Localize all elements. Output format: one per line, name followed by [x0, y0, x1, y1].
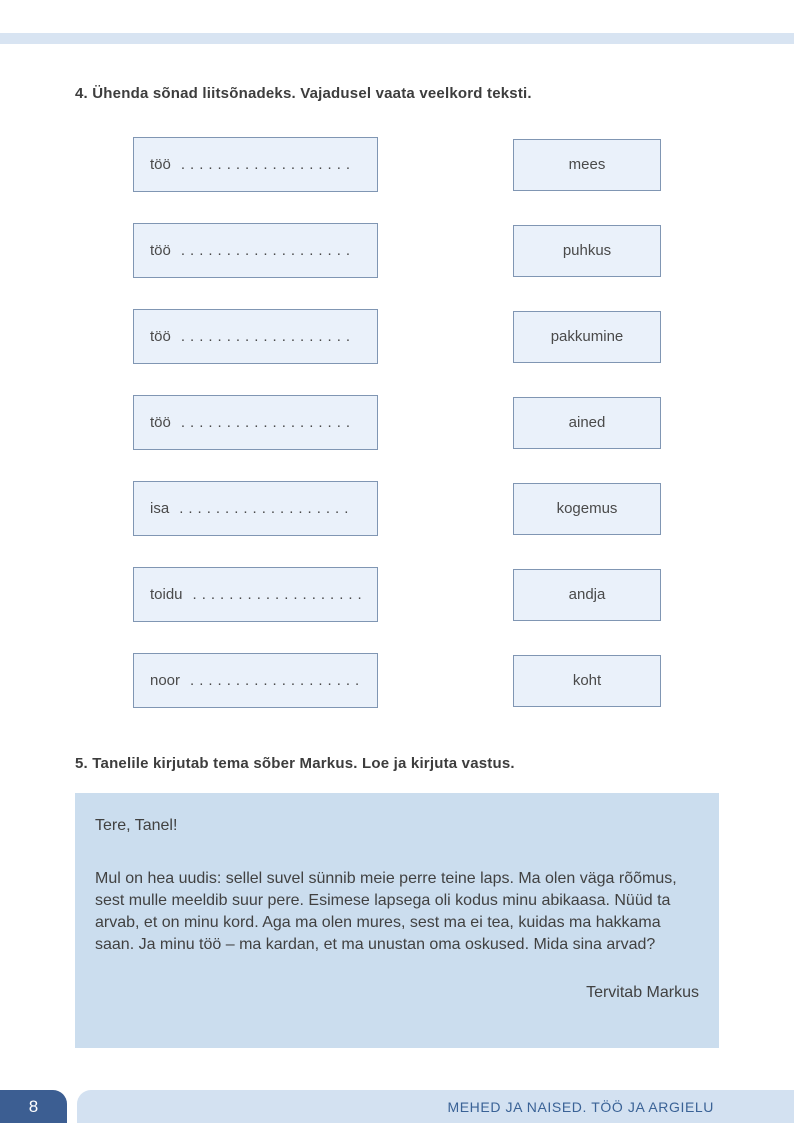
answer-dotted-line: ...................: [180, 414, 356, 431]
match-word: andja: [568, 586, 606, 603]
match-row: [133, 395, 693, 450]
top-decoration-bar: [0, 33, 794, 44]
answer-dotted-line: ...................: [180, 242, 356, 259]
exercise4-heading: 4. Ühenda sõnad liitsõnadeks. Vajadusel vaata veelkord teksti.: [75, 85, 532, 102]
match-row: [133, 567, 693, 622]
match-word: ained: [568, 414, 606, 431]
match-left-box: [133, 567, 378, 622]
answer-dotted-line: ...................: [180, 156, 356, 173]
match-word: puhkus: [562, 242, 612, 259]
letter-salutation: Tere, Tanel!: [95, 817, 178, 834]
match-word: toidu: [150, 586, 183, 603]
match-left-box: [133, 137, 378, 192]
match-right-box: [513, 311, 661, 363]
match-word: mees: [568, 156, 606, 173]
match-word: pakkumine: [550, 328, 624, 345]
matching-exercise: [133, 137, 693, 739]
match-row: [133, 309, 693, 364]
match-row: [133, 137, 693, 192]
match-left-box: [133, 481, 378, 536]
letter-signature: Tervitab Markus: [586, 984, 699, 1001]
footer-chapter-bar: [77, 1090, 794, 1123]
letter-panel: [75, 793, 719, 1048]
answer-dotted-line: ...................: [192, 586, 367, 603]
answer-dotted-line: ...................: [179, 500, 354, 517]
match-word: töö: [150, 156, 171, 173]
match-row: [133, 653, 693, 708]
match-right-box: [513, 483, 661, 535]
match-right-box: [513, 139, 661, 191]
match-right-box: [513, 225, 661, 277]
match-word: kogemus: [556, 500, 618, 517]
match-right-box: [513, 569, 661, 621]
match-word: töö: [150, 242, 171, 259]
match-left-box: [133, 223, 378, 278]
match-right-box: [513, 655, 661, 707]
match-row: [133, 481, 693, 536]
match-word: noor: [150, 672, 181, 689]
letter-body: Mul on hea uudis: sellel suvel sünnib meie perre teine laps. Ma olen väga rõõmus, sest mulle meeldib suur pere. Esimese lapsega oli kodus minu abikaasa. Nüüd ta arvab, et on minu kord. Aga ma olen mures, sest ma ei tea, kuidas ma hakkama saan. Ja minu töö – ma kardan, et ma unustan oma oskused. Mida sina arvad?: [95, 870, 677, 953]
answer-dotted-line: ...................: [180, 328, 356, 345]
match-left-box: [133, 653, 378, 708]
page-number-badge: [0, 1090, 67, 1123]
answer-dotted-line: ...................: [190, 672, 365, 689]
exercise5-heading: 5. Tanelile kirjutab tema sõber Markus. Loe ja kirjuta vastus.: [75, 755, 515, 772]
match-left-box: [133, 309, 378, 364]
match-right-box: [513, 397, 661, 449]
match-word: isa: [150, 500, 170, 517]
match-word: töö: [150, 414, 171, 431]
page-number: 8: [28, 1096, 39, 1116]
chapter-title: MEHED JA NAISED. TÖÖ JA ARGIELU: [447, 1098, 714, 1115]
match-word: koht: [572, 672, 602, 689]
match-row: [133, 223, 693, 278]
match-word: töö: [150, 328, 171, 345]
match-left-box: [133, 395, 378, 450]
